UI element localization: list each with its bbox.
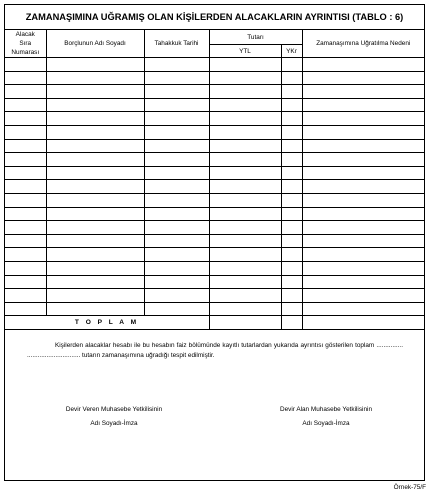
- seq-cell: [5, 112, 46, 126]
- debtor-cell: [46, 166, 144, 180]
- accrual-date-cell: [144, 207, 209, 221]
- ytl-cell: [209, 289, 281, 303]
- seq-cell: [5, 234, 46, 248]
- col-reason-header: Zamanaşımına Uğratılma Nedeni: [302, 30, 424, 58]
- ykr-cell: [281, 125, 302, 139]
- reason-cell: [302, 166, 424, 180]
- seq-cell: [5, 193, 46, 207]
- debtor-cell: [46, 71, 144, 85]
- reason-cell: [302, 234, 424, 248]
- table-header-row: [5, 30, 424, 45]
- ytl-cell: [209, 98, 281, 112]
- reason-cell: [302, 221, 424, 235]
- debtor-cell: [46, 193, 144, 207]
- accrual-date-cell: [144, 166, 209, 180]
- table-row: [5, 248, 424, 262]
- ykr-cell: [281, 289, 302, 303]
- declaration-text: Kişilerden alacaklar hesabı ile bu hesabın faiz bölümünde kayıtlı tutarlardan yukarıda ayrıntısı gösterilen toplam ............... .............................. tutarın zamanaşımına uğradığı tespit edilmiştir.: [27, 342, 403, 359]
- reason-cell: [302, 302, 424, 316]
- ykr-cell: [281, 261, 302, 275]
- signature-left-role: Devir Veren Muhasebe Yetkilisinin: [65, 406, 163, 413]
- ykr-cell: [281, 112, 302, 126]
- total-ykr-cell: [281, 316, 302, 330]
- seq-cell: [5, 98, 46, 112]
- ykr-cell: [281, 139, 302, 153]
- accrual-date-cell: [144, 261, 209, 275]
- accrual-date-cell: [144, 71, 209, 85]
- seq-cell: [5, 85, 46, 99]
- seq-cell: [5, 139, 46, 153]
- seq-cell: [5, 153, 46, 167]
- ytl-cell: [209, 248, 281, 262]
- debtor-cell: [46, 112, 144, 126]
- debtor-cell: [46, 98, 144, 112]
- ykr-cell: [281, 221, 302, 235]
- col-amount-header: Tutarı: [209, 30, 302, 45]
- seq-cell: [5, 207, 46, 221]
- seq-cell: [5, 289, 46, 303]
- table-row: [5, 234, 424, 248]
- reason-cell: [302, 193, 424, 207]
- debtor-cell: [46, 58, 144, 72]
- ytl-cell: [209, 261, 281, 275]
- table-row: [5, 98, 424, 112]
- reason-cell: [302, 85, 424, 99]
- seq-cell: [5, 71, 46, 85]
- ytl-cell: [209, 112, 281, 126]
- ykr-cell: [281, 207, 302, 221]
- ykr-cell: [281, 302, 302, 316]
- accrual-date-cell: [144, 58, 209, 72]
- seq-cell: [5, 166, 46, 180]
- ykr-cell: [281, 71, 302, 85]
- col-ytl-header: YTL: [209, 45, 281, 58]
- debtor-cell: [46, 289, 144, 303]
- ykr-cell: [281, 153, 302, 167]
- reason-cell: [302, 180, 424, 194]
- ykr-cell: [281, 58, 302, 72]
- accrual-date-cell: [144, 275, 209, 289]
- col-seq-line2: Sıra: [19, 40, 32, 47]
- seq-cell: [5, 58, 46, 72]
- seq-cell: [5, 180, 46, 194]
- table-row: [5, 221, 424, 235]
- ykr-cell: [281, 193, 302, 207]
- col-seq-header: [5, 30, 46, 58]
- table-row: [5, 180, 424, 194]
- seq-cell: [5, 275, 46, 289]
- debtor-cell: [46, 139, 144, 153]
- accrual-date-cell: [144, 234, 209, 248]
- table-row: [5, 139, 424, 153]
- ytl-cell: [209, 139, 281, 153]
- ytl-cell: [209, 193, 281, 207]
- table-row: [5, 289, 424, 303]
- ytl-cell: [209, 125, 281, 139]
- form-code: Örnek-75/F: [393, 484, 426, 491]
- reason-cell: [302, 207, 424, 221]
- signature-right-name: Adı Soyadı-İmza: [302, 420, 350, 427]
- ykr-cell: [281, 248, 302, 262]
- form-title: ZAMANAŞIMINA UĞRAMIŞ OLAN KİŞİLERDEN ALACAKLARIN AYRINTISI (TABLO : 6): [5, 5, 424, 30]
- seq-cell: [5, 248, 46, 262]
- table-row: [5, 275, 424, 289]
- debtor-cell: [46, 180, 144, 194]
- ytl-cell: [209, 302, 281, 316]
- ykr-cell: [281, 234, 302, 248]
- ykr-cell: [281, 85, 302, 99]
- signature-block-right: [251, 403, 401, 431]
- reason-cell: [302, 112, 424, 126]
- table-row: [5, 153, 424, 167]
- reason-cell: [302, 71, 424, 85]
- receivables-table: [5, 30, 424, 330]
- debtor-cell: [46, 248, 144, 262]
- table-row: [5, 112, 424, 126]
- reason-cell: [302, 139, 424, 153]
- accrual-date-cell: [144, 85, 209, 99]
- debtor-cell: [46, 153, 144, 167]
- accrual-date-cell: [144, 248, 209, 262]
- accrual-date-cell: [144, 98, 209, 112]
- ytl-cell: [209, 153, 281, 167]
- debtor-cell: [46, 221, 144, 235]
- table-row: [5, 261, 424, 275]
- ykr-cell: [281, 98, 302, 112]
- col-accrual-date-header: Tahakkuk Tarihi: [144, 30, 209, 58]
- accrual-date-cell: [144, 302, 209, 316]
- accrual-date-cell: [144, 153, 209, 167]
- reason-cell: [302, 153, 424, 167]
- col-seq-line3: Numarası: [11, 49, 40, 56]
- signature-block-left: [39, 403, 189, 431]
- accrual-date-cell: [144, 112, 209, 126]
- ykr-cell: [281, 275, 302, 289]
- total-row: [5, 316, 424, 330]
- seq-cell: [5, 261, 46, 275]
- table-body: [5, 58, 424, 316]
- ytl-cell: [209, 275, 281, 289]
- col-debtor-header: Borçlunun Adı Soyadı: [46, 30, 144, 58]
- col-seq-line1: Alacak: [15, 31, 35, 38]
- debtor-cell: [46, 85, 144, 99]
- ytl-cell: [209, 85, 281, 99]
- ykr-cell: [281, 166, 302, 180]
- reason-cell: [302, 261, 424, 275]
- table-row: [5, 125, 424, 139]
- signature-right-role: Devir Alan Muhasebe Yetkilisinin: [279, 406, 372, 413]
- table-row: [5, 58, 424, 72]
- form-frame: [4, 4, 425, 481]
- total-reason-cell: [302, 316, 424, 330]
- ytl-cell: [209, 71, 281, 85]
- accrual-date-cell: [144, 139, 209, 153]
- ytl-cell: [209, 58, 281, 72]
- table-row: [5, 166, 424, 180]
- seq-cell: [5, 302, 46, 316]
- table-row: [5, 193, 424, 207]
- ykr-cell: [281, 180, 302, 194]
- debtor-cell: [46, 125, 144, 139]
- reason-cell: [302, 58, 424, 72]
- signature-left-name: Adı Soyadı-İmza: [90, 420, 138, 427]
- debtor-cell: [46, 207, 144, 221]
- ytl-cell: [209, 207, 281, 221]
- ytl-cell: [209, 166, 281, 180]
- total-ytl-cell: [209, 316, 281, 330]
- table-row: [5, 85, 424, 99]
- table-row: [5, 71, 424, 85]
- debtor-cell: [46, 234, 144, 248]
- reason-cell: [302, 289, 424, 303]
- debtor-cell: [46, 302, 144, 316]
- table-row: [5, 302, 424, 316]
- ytl-cell: [209, 234, 281, 248]
- accrual-date-cell: [144, 125, 209, 139]
- seq-cell: [5, 125, 46, 139]
- accrual-date-cell: [144, 193, 209, 207]
- ytl-cell: [209, 180, 281, 194]
- accrual-date-cell: [144, 289, 209, 303]
- seq-cell: [5, 221, 46, 235]
- accrual-date-cell: [144, 180, 209, 194]
- ytl-cell: [209, 221, 281, 235]
- col-ykr-header: YKr: [281, 45, 302, 58]
- total-label: T O P L A M: [5, 316, 209, 330]
- reason-cell: [302, 275, 424, 289]
- reason-cell: [302, 98, 424, 112]
- debtor-cell: [46, 275, 144, 289]
- reason-cell: [302, 125, 424, 139]
- accrual-date-cell: [144, 221, 209, 235]
- debtor-cell: [46, 261, 144, 275]
- reason-cell: [302, 248, 424, 262]
- table-row: [5, 207, 424, 221]
